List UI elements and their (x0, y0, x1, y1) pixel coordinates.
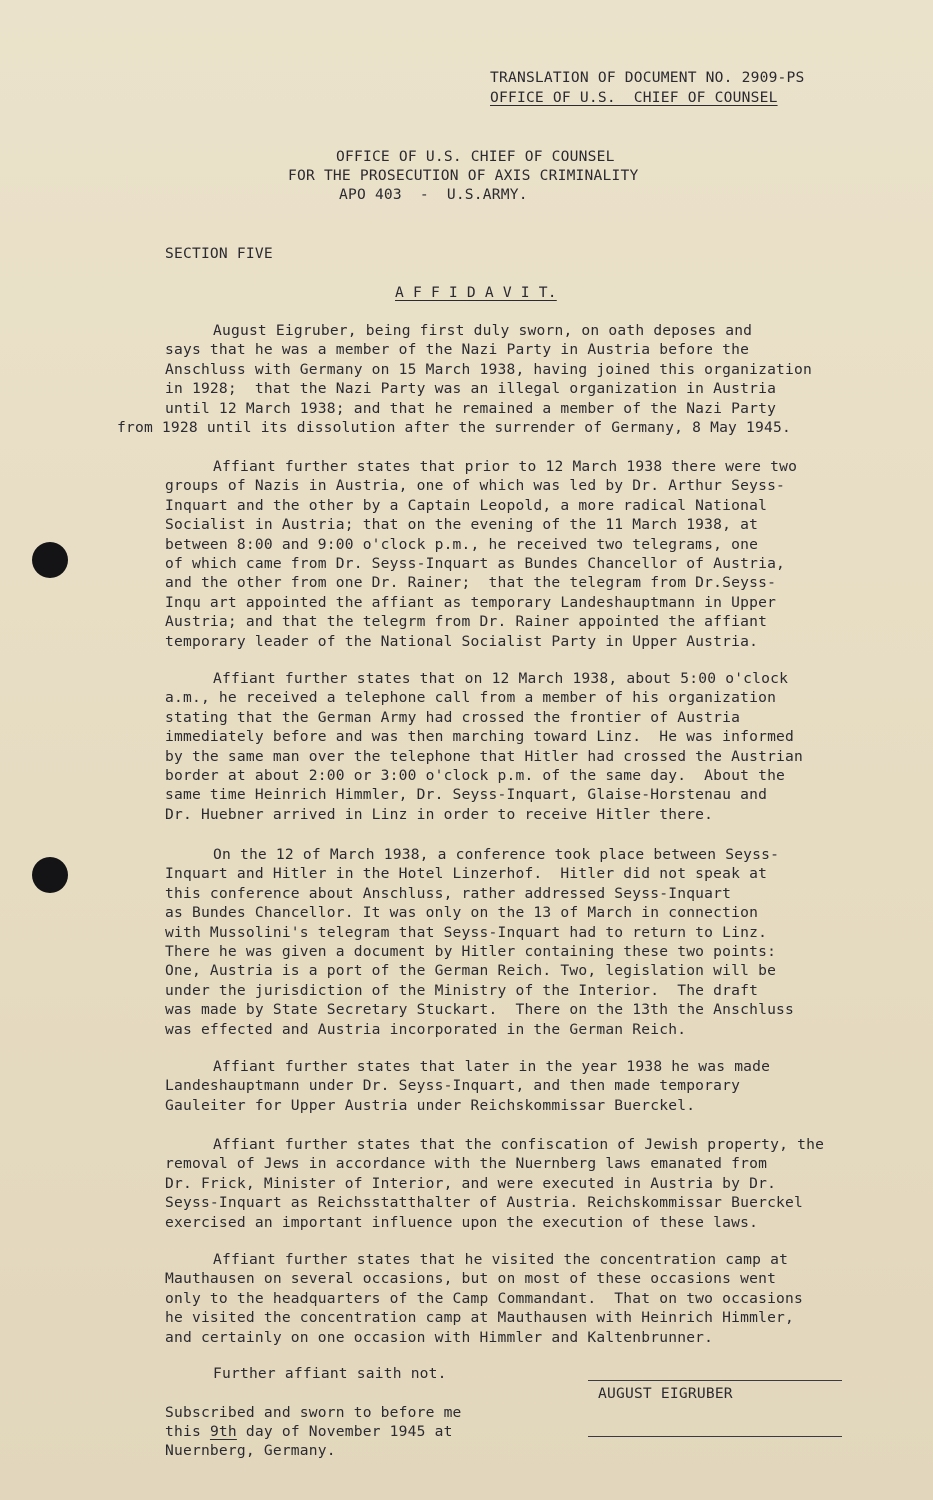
signature-name: AUGUST EIGRUBER (598, 1385, 733, 1402)
paragraph-line: a.m., he received a telephone call from a member of his organization (165, 689, 777, 707)
translation-header: TRANSLATION OF DOCUMENT NO. 2909-PS (490, 69, 805, 86)
paragraph-line: was effected and Austria incorporated in the German Reich. (165, 1020, 687, 1038)
affidavit-title: A F F I D A V I T. (395, 284, 557, 301)
paragraph-line: and the other from one Dr. Rainer; that the telegram from Dr.Seyss- (165, 574, 777, 592)
paragraph-line: Seyss-Inquart as Reichsstatthalter of Austria. Reichskommissar Buerckel (165, 1194, 804, 1212)
paragraph-line: as Bundes Chancellor. It was only on the 13 of March in connection (165, 904, 759, 922)
paragraph-line: Affiant further states that later in the year 1938 he was made (213, 1058, 771, 1075)
paragraph-line: Affiant further states that he visited the concentration camp at (213, 1251, 789, 1268)
paragraph-line: says that he was a member of the Nazi Party in Austria before the (165, 341, 750, 359)
paragraph-line: immediately before and was then marching toward Linz. He was informed (165, 728, 795, 746)
paragraph-line: in 1928; that the Nazi Party was an illegal organization in Austria (165, 380, 777, 398)
paragraph-line: Affiant further states that prior to 12 March 1938 there were two (213, 458, 798, 475)
paragraph-line: Landeshauptmann under Dr. Seyss-Inquart, and then made temporary (165, 1077, 741, 1095)
paragraph-line: between 8:00 and 9:00 o'clock p.m., he received two telegrams, one (165, 535, 759, 553)
paragraph-line: Inquart and Hitler in the Hotel Linzerhof. Hitler did not speak at (165, 865, 768, 883)
paragraph-line: Inqu art appointed the affiant as temporary Landeshauptmann in Upper (165, 593, 777, 611)
paragraph-line: with Mussolini's telegram that Seyss-Inquart had to return to Linz. (165, 923, 768, 941)
paragraph-line: this conference about Anschluss, rather addressed Seyss-Inquart (165, 884, 732, 902)
jurat-day: 9th (209, 1423, 237, 1440)
paragraph-line: Inquart and the other by a Captain Leopold, a more radical National (165, 496, 768, 514)
closing-statement: Further affiant saith not. (213, 1365, 447, 1382)
office-line-1: OFFICE OF U.S. CHIEF OF COUNSEL (336, 148, 615, 165)
office-line-3: APO 403 - U.S.ARMY. (339, 186, 528, 203)
paragraph-line: temporary leader of the National Socialist Party in Upper Austria. (165, 632, 759, 650)
paragraph-line: groups of Nazis in Austria, one of which was led by Dr. Arthur Seyss- (165, 477, 786, 495)
notary-signature-line (588, 1436, 842, 1437)
punch-hole (32, 857, 68, 893)
paragraph-line: same time Heinrich Himmler, Dr. Seyss-Inquart, Glaise-Horstenau and (165, 786, 768, 804)
paragraph-line: Austria; and that the telegrm from Dr. Rainer appointed the affiant (165, 613, 768, 631)
jurat-line-2: this 9th day of November 1945 at (165, 1423, 453, 1440)
paragraph-line: Dr. Frick, Minister of Interior, and were executed in Austria by Dr. (165, 1174, 777, 1192)
paragraph-line: border at about 2:00 or 3:00 o'clock p.m. of the same day. About the (165, 767, 786, 784)
paragraph-line: One, Austria is a port of the German Reich. Two, legislation will be (165, 962, 777, 980)
paragraph-line: of which came from Dr. Seyss-Inquart as Bundes Chancellor of Austria, (165, 555, 786, 572)
paragraph-line: stating that the German Army had crossed the frontier of Austria (165, 708, 741, 726)
paragraph-line: by the same man over the telephone that Hitler had crossed the Austrian (165, 747, 804, 765)
counsel-header: OFFICE OF U.S. CHIEF OF COUNSEL (490, 89, 778, 106)
paragraph-line: until 12 March 1938; and that he remained a member of the Nazi Party (165, 399, 777, 417)
punch-hole (32, 542, 68, 578)
paragraph-line: Anschluss with Germany on 15 March 1938, having joined this organization (165, 360, 813, 378)
paragraph-line: Mauthausen on several occasions, but on most of these occasions went (165, 1270, 777, 1288)
paragraph-line: he visited the concentration camp at Mauthausen with Heinrich Himmler, (165, 1309, 795, 1327)
paragraph-line: Affiant further states that on 12 March 1938, about 5:00 o'clock (213, 670, 789, 687)
paragraph-line: exercised an important influence upon the execution of these laws. (165, 1213, 759, 1231)
paragraph-line: only to the headquarters of the Camp Commandant. That on two occasions (165, 1289, 804, 1307)
paragraph-line: was made by State Secretary Stuckart. There on the 13th the Anschluss (165, 1001, 795, 1019)
paragraph-line: and certainly on one occasion with Himmler and Kaltenbrunner. (165, 1328, 714, 1346)
paragraph-line: There he was given a document by Hitler containing these two points: (165, 943, 777, 960)
paragraph-line: removal of Jews in accordance with the Nuernberg laws emanated from (165, 1155, 768, 1173)
jurat-line-3: Nuernberg, Germany. (165, 1442, 336, 1459)
section-heading: SECTION FIVE (165, 245, 273, 262)
paragraph-line: under the jurisdiction of the Ministry of the Interior. The draft (165, 981, 759, 999)
paragraph-line: Dr. Huebner arrived in Linz in order to receive Hitler there. (165, 805, 714, 823)
paragraph-line: On the 12 of March 1938, a conference took place between Seyss- (213, 846, 780, 863)
office-line-2: FOR THE PROSECUTION OF AXIS CRIMINALITY (288, 167, 639, 184)
paragraph-line: from 1928 until its dissolution after the surrender of Germany, 8 May 1945. (117, 419, 791, 436)
signature-line (588, 1380, 842, 1381)
jurat-line-1: Subscribed and sworn to before me (165, 1404, 462, 1421)
paragraph-line: Affiant further states that the confiscation of Jewish property, the (213, 1136, 825, 1153)
paragraph-line: Gauleiter for Upper Austria under Reichskommissar Buerckel. (165, 1096, 696, 1114)
paragraph-line: Socialist in Austria; that on the evening of the 11 March 1938, at (165, 516, 759, 534)
paragraph-line: August Eigruber, being first duly sworn, on oath deposes and (213, 322, 753, 339)
